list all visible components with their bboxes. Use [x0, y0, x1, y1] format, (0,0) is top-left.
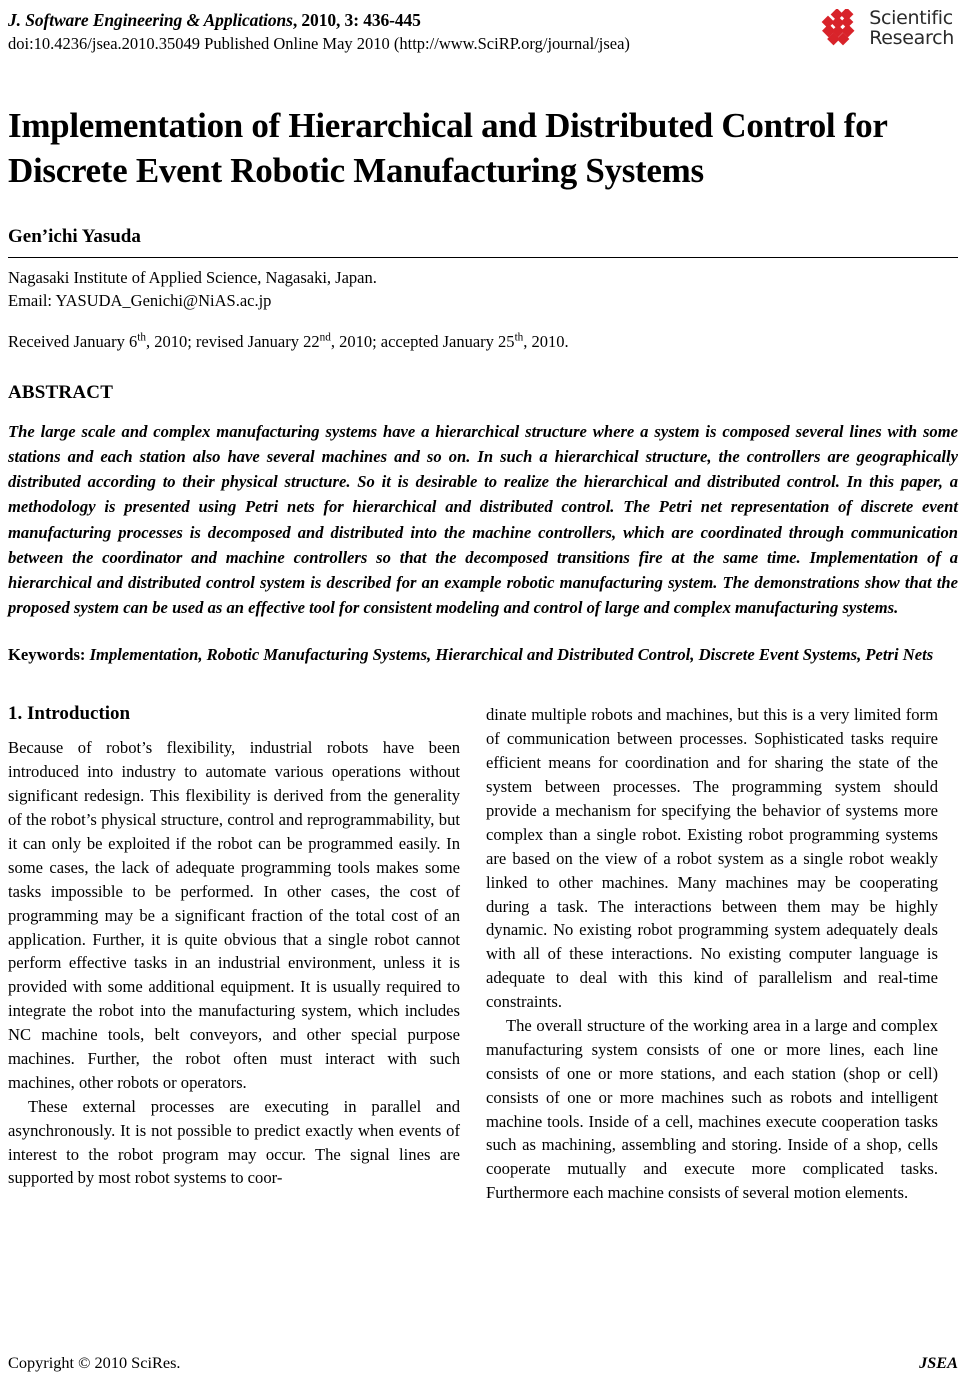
date-accepted-prefix: , 2010; accepted January 25 — [330, 331, 515, 351]
date-received-prefix: Received January 6 — [8, 331, 138, 351]
date-accepted-ordinal: th — [514, 331, 524, 344]
keywords-list: Implementation, Robotic Manufacturing Systems, Hierarchical and Distributed Control, Discrete Event Systems, Petri Nets — [89, 644, 934, 664]
doi-line: doi:10.4236/jsea.2010.35049 Published Online May 2010 (http://www.SciRP.org/journal/jsea) — [8, 34, 630, 53]
date-suffix: , 2010. — [523, 331, 569, 351]
section-heading-introduction: 1. Introduction — [8, 703, 131, 725]
masthead-text-block — [8, 8, 630, 54]
publisher-brand — [820, 8, 958, 49]
masthead — [8, 8, 958, 64]
author-divider — [8, 257, 958, 258]
journal-name: J. Software Engineering & Applications — [8, 10, 293, 30]
date-revised-prefix: , 2010; revised January 22 — [145, 331, 320, 351]
journal-volume-pages: , 2010, 3: 436-445 — [292, 10, 421, 30]
abstract-text: The large scale and complex manufacturing systems have a hierarchical structure where a system is composed several lines with some stations and each station also have several machines and so on. In such a hierarchical structure, the controllers are geographically distributed according to their physical structure. So it is desirable to realize the hierarchical and distributed control. In this paper, a methodology is presented using Petri nets for hierarchical and distributed control. The Petri net representation of discrete event manufacturing processes is decomposed and distributed into the machine controllers, which are coordinated through communication between the coordinator and machine controllers so that the decomposed transitions fire at the same time. Implementation of a hierarchical and distributed control system is described for an example robotic manufacturing system. The demonstrations show that the proposed system can be used as an effective tool for consistent modeling and control of large and complex manufacturing systems. — [8, 421, 958, 618]
page-footer — [8, 1353, 958, 1373]
paper-title: Implementation of Hierarchical and Distributed Control for Discrete Event Robotic Manufacturing Systems — [8, 106, 887, 190]
affiliation-block — [8, 266, 958, 312]
copyright-notice: Copyright © 2010 SciRes. — [8, 1353, 181, 1372]
keywords-block — [8, 643, 958, 668]
footer-journal-abbrev: JSEA — [919, 1353, 958, 1372]
paragraph: The overall structure of the working area in a large and complex manufacturing system consists of one or more lines, each line consists of one or more stations, and each station (shop or cell) consists of one or more machines such as robots and intelligent machine tools. Inside of a cell, machines execute cooperation tasks such as machining, assembling and storing. Inside of a shop, cells cooperate mutually and execute more complicated tasks. Furthermore each machine consists of several motion elements. — [486, 1016, 938, 1203]
author-email-line: Email: YASUDA_Genichi@NiAS.ac.jp — [8, 290, 272, 310]
affiliation-line: Nagasaki Institute of Applied Science, Nagasaki, Japan. — [8, 267, 377, 287]
brand-word-scientific: Scientific — [869, 7, 953, 30]
keywords-label: Keywords: — [8, 644, 86, 664]
scirp-diamond-logo-icon — [820, 9, 864, 49]
column-right — [486, 703, 938, 1205]
paragraph: dinate multiple robots and machines, but this is a very limited form of communication between processes. Sophisticated tasks require efficient means for coordination and for sharing the state of the system between processes. The programming system should provide a mechanism for specifying the behavior of systems more complex than a single robot. Existing robot programming systems are based on the view of a robot system as a single robot weakly linked to other machines. Many machines may be cooperating during a task. The interactions between them may be highly dynamic. No existing robot programming system adequately deals with all of these interactions. No existing computer language is adequate to deal with this kind of parallelism and real-time constraints. — [486, 705, 938, 1012]
author-name: Gen’ichi Yasuda — [8, 225, 141, 247]
submission-dates — [8, 332, 958, 352]
abstract-heading: ABSTRACT — [8, 381, 114, 403]
date-revised-ordinal: nd — [319, 331, 331, 344]
brand-word-research: Research — [869, 27, 954, 49]
paragraph: These external processes are executing in parallel and asynchronously. It is not possible to predict exactly when events of interest to the robot program may occur. The signal lines are supported by most robot systems to coor- — [8, 1096, 460, 1188]
date-received-ordinal: th — [137, 331, 146, 344]
brand-wordmark — [869, 9, 954, 49]
journal-citation-line — [8, 10, 630, 31]
paragraph: Because of robot’s flexibility, industrial robots have been introduced into industry to automate various operations without significant redesign. This flexibility is derived from the generality of the robot’s physical structure, control and reprogrammability, but it can only be exploited if the robot can be programmed easily. In some cases, the lack of adequate programming tools makes some tasks impossible to be performed. In other cases, the cost of programming may be a significant fraction of the total cost of an application. Further, it is quite obvious that a single robot cannot perform effective tasks in an industrial environment, unless it is provided with some additional equipment. It is usually required to integrate the robot into the manufacturing system, which includes NC machine tools, belt conveyors, and other special purpose machines. Further, the robot often must interact with such machines, other robots or operators. — [8, 738, 460, 1092]
body-columns — [8, 703, 958, 1205]
column-left — [8, 703, 460, 1205]
